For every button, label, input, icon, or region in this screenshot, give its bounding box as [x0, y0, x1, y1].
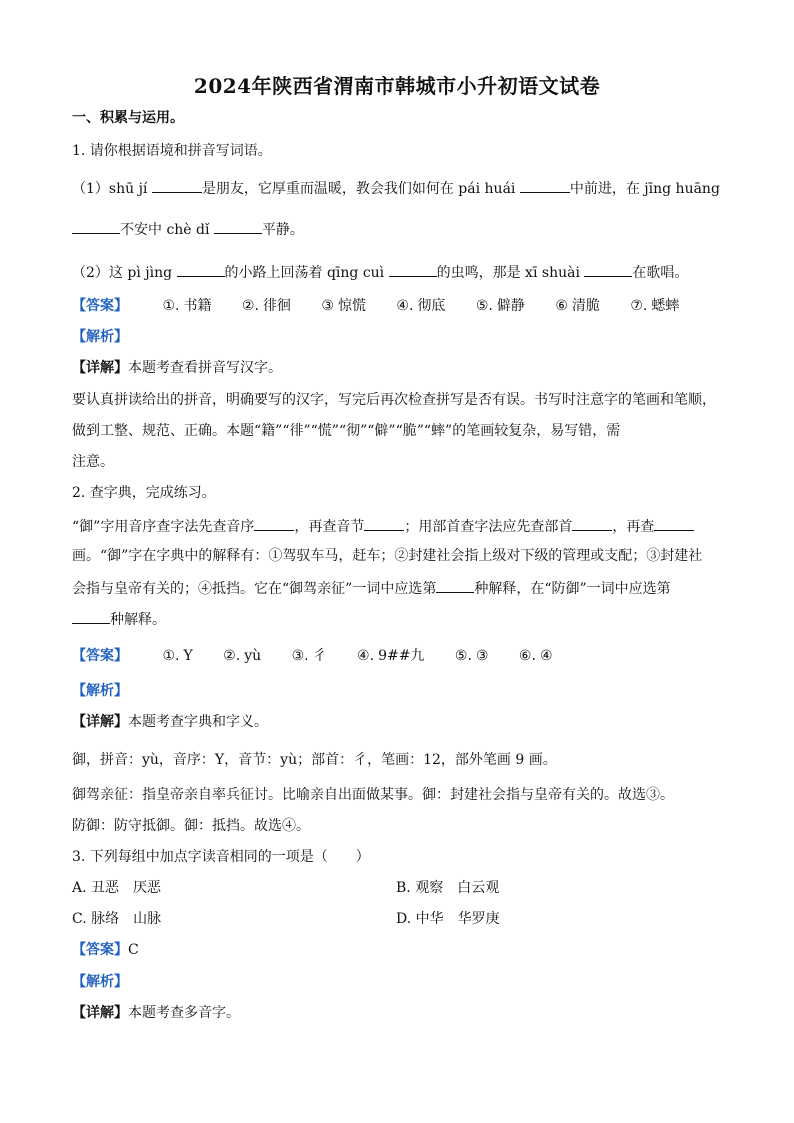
detail-text: 本题考查字典和字义。 — [128, 714, 268, 730]
q1-text: （1）shū jí — [72, 181, 148, 197]
detail-tag: 【详解】 — [72, 360, 128, 376]
answer-tag: 【答案】 — [72, 648, 128, 664]
detail-text: 本题考查多音字。 — [128, 1005, 240, 1021]
answer-item: ⑦. 蟋蟀 — [630, 298, 680, 314]
q1-answer — [72, 296, 724, 316]
q3-option-b[interactable]: B. 观察 白云观 — [396, 880, 500, 896]
blank[interactable] — [364, 515, 404, 531]
q1-text: 的虫鸣，那是 xī shuài — [436, 265, 580, 281]
q1-stem: 1. 请你根据语境和拼音写词语。 — [72, 143, 272, 159]
q1-part1-line2 — [72, 218, 724, 240]
answer-item: ①. Y — [162, 648, 193, 664]
q1-text: 平静。 — [261, 222, 304, 238]
answer-item: ②. yù — [223, 648, 262, 664]
q2-text: 会指与皇帝有关的；④抵挡。它在“御驾亲征”一词中应选第 — [72, 581, 437, 597]
q2-explain-1: 御，拼音：yù，音序：Y，音节：yù；部首：彳，笔画：12，部外笔画 9 画。 — [72, 752, 557, 768]
q1-text: 在歌唱。 — [632, 265, 689, 281]
answer-item: ④. 彻底 — [396, 298, 446, 314]
q2-line1 — [72, 515, 724, 537]
blank[interactable] — [214, 218, 262, 234]
answer-item: ②. 徘徊 — [241, 298, 291, 314]
q2-text: ，再查 — [612, 519, 655, 535]
q2-answer — [72, 646, 724, 666]
q1-explain-2: 做到工整、规范、正确。本题“籍”“徘”“慌”“彻”“僻”“脆”“蟀”的笔画较复杂，易写错，需 — [72, 423, 621, 439]
answer-item: ⑤. ③ — [454, 648, 489, 664]
q2-detail — [72, 712, 724, 732]
q1-explain-1: 要认真拼读给出的拼音，明确要写的汉字，写完后再次检查拼写是否有误。书写时注意字的笔画和笔顺， — [72, 392, 716, 408]
q3-stem: 3. 下列每组中加点字读音相同的一项是（ ） — [72, 849, 370, 865]
q1-part2 — [72, 261, 724, 283]
q1-detail — [72, 358, 724, 378]
section-heading: 一、积累与运用。 — [72, 110, 184, 126]
q1-text: 是朋友，它厚重而温暖，教会我们如何在 pái huái — [201, 181, 516, 197]
q2-text: 种解释。 — [110, 612, 166, 628]
detail-text: 本题考查看拼音写汉字。 — [128, 360, 282, 376]
analysis-tag: 【解析】 — [72, 329, 128, 345]
q1-text: 的小路上回荡着 qīng cuì — [224, 265, 385, 281]
blank[interactable] — [572, 515, 612, 531]
q1-text: （2）这 pì jìng — [72, 265, 173, 281]
q1-text: 中前进，在 jīng huāng — [569, 181, 720, 197]
q1-explain-3: 注意。 — [72, 454, 114, 470]
answer-item: ④. 9##九 — [357, 648, 425, 664]
blank[interactable] — [177, 261, 225, 277]
blank[interactable] — [436, 577, 474, 593]
answer-value: C — [128, 942, 139, 958]
q2-text: “御”字用音序查字法先查音序 — [72, 519, 255, 535]
blank[interactable] — [72, 218, 120, 234]
q2-explain-2: 御驾亲征：指皇帝亲自率兵征讨。比喻亲自出面做某事。御：封建社会指与皇帝有关的。故选③。 — [72, 787, 674, 803]
blank[interactable] — [584, 261, 632, 277]
answer-item: ③. 彳 — [291, 648, 327, 664]
analysis-tag: 【解析】 — [72, 683, 128, 699]
blank[interactable] — [152, 177, 202, 193]
answer-tag: 【答案】 — [72, 298, 128, 314]
q2-explain-3: 防御：防守抵御。御：抵挡。故选④。 — [72, 818, 310, 834]
q3-option-a[interactable]: A. 丑恶 厌恶 — [72, 880, 162, 896]
q1-text: 不安中 chè dǐ — [120, 222, 210, 238]
q2-stem: 2. 查字典，完成练习。 — [72, 485, 216, 501]
q2-line3 — [72, 577, 724, 599]
answer-item: ①. 书籍 — [162, 298, 212, 314]
answer-item: ⑥. ④ — [518, 648, 553, 664]
blank[interactable] — [389, 261, 437, 277]
blank[interactable] — [72, 608, 110, 624]
q2-text: ；用部首查字法应先查部首 — [404, 519, 573, 535]
answer-item: ③ 惊慌 — [321, 298, 366, 314]
answer-item: ⑤. 僻静 — [475, 298, 525, 314]
q3-option-c[interactable]: C. 脉络 山脉 — [72, 911, 162, 927]
blank[interactable] — [520, 177, 570, 193]
q3-detail — [72, 1003, 724, 1023]
q2-text: ，再查音节 — [294, 519, 365, 535]
q2-line4 — [72, 608, 724, 630]
page-title: 2024年陕西省渭南市韩城市小升初语文试卷 — [193, 74, 601, 98]
q3-answer — [72, 940, 724, 960]
blank[interactable] — [254, 515, 294, 531]
answer-item: ⑥ 清脆 — [555, 298, 600, 314]
q2-line2: 画。“御”字在字典中的解释有：①驾驭车马，赶车；②封建社会指上级对下级的管理或支配；③封建社 — [72, 548, 703, 564]
q1-part1-line1 — [72, 177, 724, 199]
q2-text: 种解释，在“防御”一词中应选第 — [474, 581, 671, 597]
answer-tag: 【答案】 — [72, 942, 128, 958]
blank[interactable] — [654, 515, 694, 531]
detail-tag: 【详解】 — [72, 714, 128, 730]
analysis-tag: 【解析】 — [72, 974, 128, 990]
detail-tag: 【详解】 — [72, 1005, 128, 1021]
q3-option-d[interactable]: D. 中华 华罗庚 — [396, 911, 500, 927]
